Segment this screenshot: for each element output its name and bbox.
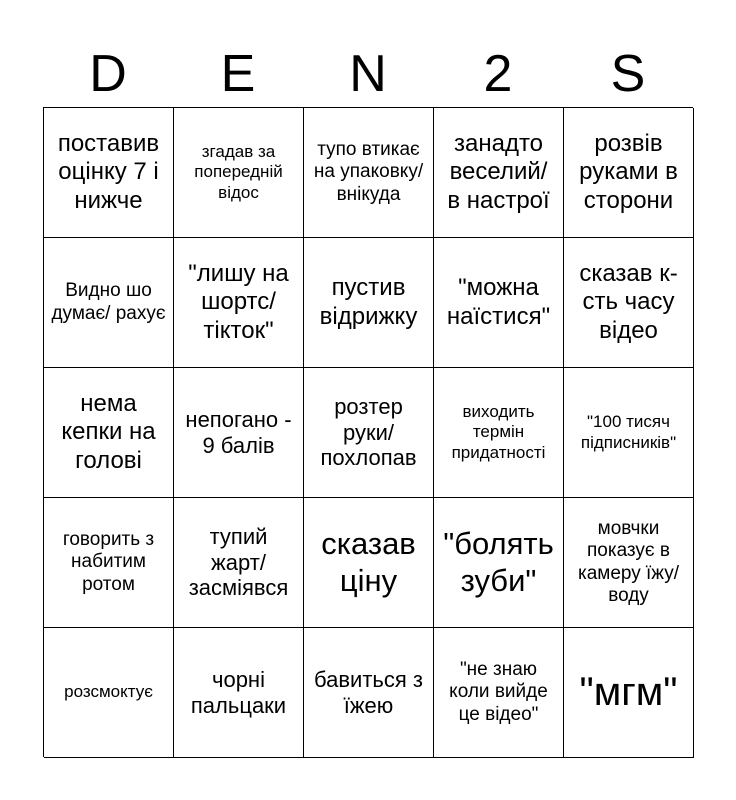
cell-text: розсмоктує: [64, 682, 153, 702]
cell-text: "можна наїстися": [446, 274, 551, 330]
bingo-cell[interactable]: [174, 368, 304, 498]
cell-text: "мгм": [579, 669, 678, 714]
bingo-cell[interactable]: [44, 368, 174, 498]
cell-text: мовчки показує в камеру їжу/воду: [577, 517, 680, 606]
cell-text: "лишу на шортс/ тікток": [188, 260, 289, 344]
bingo-header: [43, 40, 693, 108]
cell-text: "болять зуби": [443, 525, 554, 598]
cell-text: пустив відрижку: [319, 274, 418, 330]
bingo-cell[interactable]: [434, 108, 564, 238]
bingo-cell[interactable]: [44, 628, 174, 758]
cell-text: непогано - 9 балів: [185, 406, 292, 458]
bingo-cell[interactable]: [564, 368, 694, 498]
bingo-cell[interactable]: [434, 498, 564, 628]
cell-text: сказав к-сть часу відео: [579, 260, 678, 344]
bingo-cell[interactable]: [434, 368, 564, 498]
bingo-cell[interactable]: [304, 108, 434, 238]
header-letter-5: S: [610, 45, 646, 103]
bingo-cell[interactable]: [564, 498, 694, 628]
bingo-cell[interactable]: [304, 368, 434, 498]
bingo-cell[interactable]: [44, 498, 174, 628]
header-letter-2: E: [220, 45, 256, 103]
bingo-cell[interactable]: [304, 628, 434, 758]
bingo-cell[interactable]: [44, 108, 174, 238]
bingo-cell[interactable]: [174, 238, 304, 368]
bingo-cell[interactable]: [174, 108, 304, 238]
cell-text: тупо втикає на упаковку/ внікуда: [313, 138, 424, 205]
cell-text: нема кепки на голові: [61, 390, 156, 474]
header-letter-3: N: [349, 45, 387, 103]
cell-text: занадто веселий/ в настрої: [447, 130, 550, 214]
cell-text: розвів руками в сторони: [579, 130, 678, 214]
bingo-cell[interactable]: [44, 238, 174, 368]
header-letter-1: D: [89, 45, 127, 103]
bingo-cell[interactable]: [434, 238, 564, 368]
bingo-cell[interactable]: [564, 238, 694, 368]
cell-text: "100 тисяч підписників": [580, 412, 677, 452]
cell-text: говорить з набитим ротом: [62, 528, 155, 595]
bingo-cell[interactable]: [564, 628, 694, 758]
cell-text: виходить термін придатності: [451, 402, 546, 462]
cell-text: Видно шо думає/ рахує: [51, 280, 166, 324]
bingo-cell[interactable]: [304, 498, 434, 628]
cell-text: бавиться з їжею: [314, 666, 423, 718]
cell-text: розтер руки/ похлопав: [320, 393, 417, 471]
cell-text: згадав за попередній відос: [194, 142, 283, 202]
cell-text: поставив оцінку 7 і нижче: [57, 130, 160, 214]
cell-text: "не знаю коли вийде це відео": [449, 658, 548, 725]
bingo-cell[interactable]: [564, 108, 694, 238]
bingo-cell[interactable]: [304, 238, 434, 368]
cell-text: чорні пальцаки: [190, 666, 287, 718]
bingo-cell[interactable]: [434, 628, 564, 758]
header-letter-4: 2: [483, 45, 513, 103]
bingo-grid: [43, 107, 693, 757]
bingo-cell[interactable]: [174, 498, 304, 628]
bingo-cell[interactable]: [174, 628, 304, 758]
cell-text: тупий жарт/ засміявся: [188, 523, 289, 601]
cell-text: сказав ціну: [321, 525, 416, 598]
